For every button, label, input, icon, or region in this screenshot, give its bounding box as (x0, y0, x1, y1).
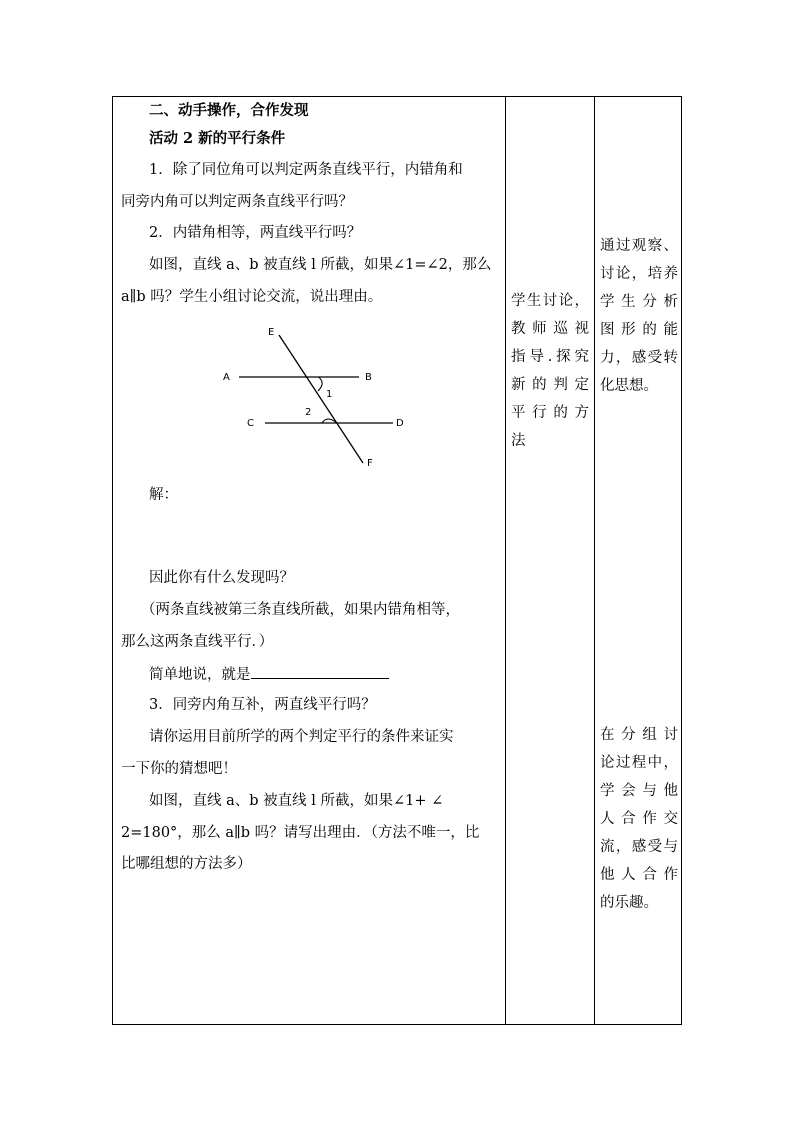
design-intent-line: 化思想。 (600, 378, 658, 394)
label-a: A (223, 372, 230, 383)
label-d: D (396, 418, 404, 429)
design-intent-line: 通过观察、 (600, 238, 678, 254)
design-intent-line: 在分组讨 (600, 727, 678, 743)
design-intent-line: 他人合作 (600, 867, 678, 883)
design-intent-line: 人合作交 (600, 811, 678, 827)
finding-answer-line-2: 那么这两条直线平行．） (121, 634, 274, 650)
design-intent-line: 的乐趣。 (600, 895, 658, 911)
student-activity-line: 新的判定 (511, 377, 589, 393)
student-activity-line: 平行的方 (511, 405, 589, 421)
design-intent-cell-1 (600, 232, 678, 400)
simply-put-label: 简单地说，就是 (149, 667, 251, 683)
student-activity-cell (511, 287, 589, 455)
solution-label: 解： (149, 487, 178, 503)
question-2: 2．内错角相等，两直线平行吗？ (149, 225, 362, 241)
label-b: B (365, 372, 372, 383)
question-3: 3．同旁内角互补，两直线平行吗？ (149, 697, 376, 713)
parallel-lines-figure (213, 323, 413, 468)
question-3-desc-line-1: 如图，直线 a、b 被直线 l 所截，如果∠1+ ∠ (149, 793, 444, 809)
design-intent-line: 流，感受与 (600, 839, 678, 855)
question-3-desc-line-3: 比哪组想的方法多） (121, 856, 252, 872)
label-f: F (367, 458, 373, 468)
design-intent-line: 图形的能 (600, 322, 678, 338)
lesson-table (112, 96, 682, 1025)
teaching-content-column (113, 97, 505, 1024)
answer-blank (251, 664, 389, 679)
simply-put-line (149, 664, 389, 685)
finding-question: 因此你有什么发现吗？ (149, 570, 294, 586)
question-2-desc-line-2: a∥b 吗？学生小组讨论交流，说出理由。 (121, 289, 383, 305)
design-intent-line: 力，感受转 (600, 350, 678, 366)
question-2-desc-line-1: 如图，直线 a、b 被直线 l 所截，如果∠1=∠2，那么 (149, 257, 492, 273)
student-activity-line: 指导.探究 (511, 349, 589, 365)
design-intent-line: 讨论，培养 (600, 266, 678, 282)
student-activity-line: 学生讨论， (511, 293, 589, 309)
design-intent-line: 学会与他 (600, 783, 678, 799)
label-angle-1: 1 (326, 389, 333, 400)
label-e: E (268, 327, 275, 338)
transversal-ef (279, 335, 363, 463)
column-divider-1 (505, 97, 506, 1024)
question-3-desc-line-2: 2=180°，那么 a∥b 吗？请写出理由．（方法不唯一，比 (121, 825, 480, 841)
question-1-line-1: 1．除了同位角可以判定两条直线平行，内错角和 (149, 162, 463, 178)
label-c: C (247, 418, 254, 429)
design-intent-line: 论过程中， (600, 755, 678, 771)
question-3-prompt-line-2: 一下你的猜想吧！ (121, 761, 237, 777)
design-intent-line: 学生分析 (600, 294, 678, 310)
student-activity-line: 教师巡视 (511, 321, 589, 337)
activity-title: 活动 2 新的平行条件 (149, 130, 286, 147)
section-heading: 二、动手操作，合作发现 (149, 102, 309, 119)
angle-1-arc (318, 377, 322, 391)
student-activity-line: 法 (511, 433, 526, 449)
question-1-line-2: 同旁内角可以判定两条直线平行吗？ (121, 194, 353, 210)
question-3-prompt-line-1: 请你运用目前所学的两个判定平行的条件来证实 (149, 729, 454, 745)
finding-answer-line-1: （两条直线被第三条直线所截，如果内错角相等， (141, 602, 460, 618)
column-divider-2 (594, 97, 595, 1024)
design-intent-cell-2 (600, 721, 678, 917)
label-angle-2: 2 (305, 407, 312, 418)
